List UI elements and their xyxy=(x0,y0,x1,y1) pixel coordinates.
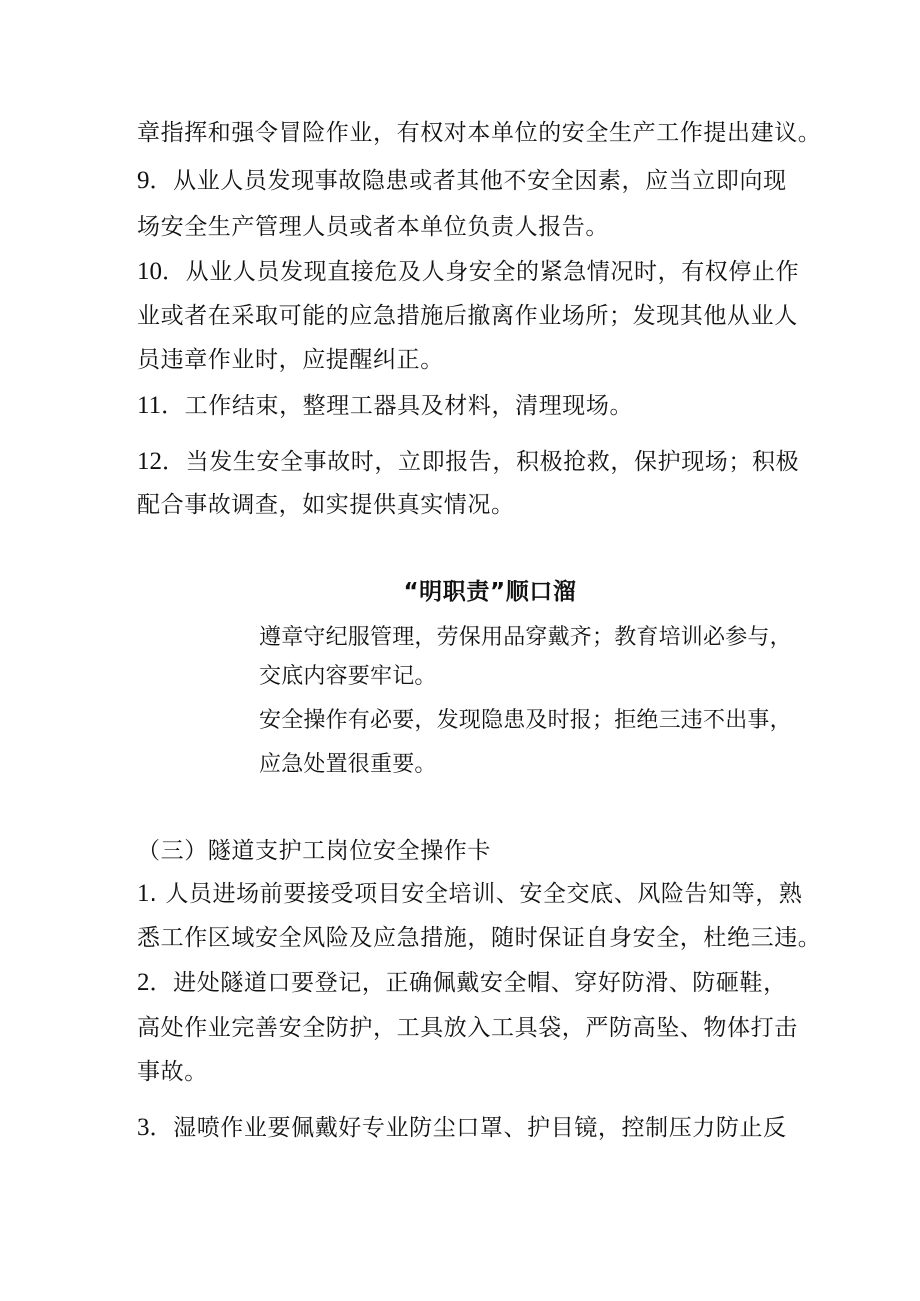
item-text: ．湿喷作业要佩戴好专业防尘口罩、护目镜，控制压力防止反 xyxy=(149,1115,787,1141)
item-number: 1 xyxy=(137,880,150,907)
poem-line: 应急处置很重要。 xyxy=(259,752,437,777)
item-text: ．从业人员发现事故隐患或者其他不安全因素，应当立即向现 xyxy=(149,168,787,194)
text-line: 悉工作区域安全风险及应急措施，随时保证自身安全，杜绝三违。 xyxy=(137,925,822,951)
item-number: 3 xyxy=(137,1114,150,1141)
item-number: 9 xyxy=(137,167,150,194)
numbered-item-2 xyxy=(137,968,787,998)
text-line: 场安全生产管理人员或者本单位负责人报告。 xyxy=(137,214,609,240)
numbered-item-9 xyxy=(137,166,787,196)
poem-line: 遵章守纪服管理，劳保用品穿戴齐；教育培训必参与， xyxy=(259,625,792,650)
numbered-item-10 xyxy=(137,257,799,287)
text-line: 配合事故调查，如实提供真实情况。 xyxy=(137,492,515,518)
item-text: ．工作结束，整理工器具及材料，清理现场。 xyxy=(161,393,634,419)
numbered-item-12 xyxy=(137,447,799,477)
item-number: 10 xyxy=(137,258,162,285)
item-text: . 人员进场前要接受项目安全培训、安全交底、风险告知等，熟 xyxy=(149,881,803,907)
numbered-item-1 xyxy=(137,879,803,909)
text-line: 章指挥和强令冒险作业，有权对本单位的安全生产工作提出建议。 xyxy=(137,120,822,146)
poem-line: 安全操作有必要，发现隐患及时报；拒绝三违不出事， xyxy=(259,708,792,733)
text-line: 员违章作业时，应提醒纠正。 xyxy=(137,347,444,373)
item-text: ．当发生安全事故时，立即报告，积极抢救，保护现场；积极 xyxy=(162,449,800,475)
text-line: 高处作业完善安全防护，工具放入工具袋，严防高坠、物体打击 xyxy=(137,1015,798,1041)
item-number: 2 xyxy=(137,969,150,996)
item-text: ．从业人员发现直接危及人身安全的紧急情况时，有权停止作 xyxy=(162,259,800,285)
poem-line: 交底内容要牢记。 xyxy=(259,664,437,689)
item-number: 11 xyxy=(137,392,162,419)
numbered-item-11 xyxy=(137,391,633,421)
numbered-item-3 xyxy=(137,1113,787,1143)
text-line: 事故。 xyxy=(137,1059,208,1085)
section-heading: （三）隧道支护工岗位安全操作卡 xyxy=(137,838,491,864)
item-number: 12 xyxy=(137,448,162,475)
poem-title: “明职责”顺口溜 xyxy=(403,579,577,605)
text-line: 业或者在采取可能的应急措施后撤离作业场所；发现其他从业人 xyxy=(137,303,798,329)
item-text: ．进处隧道口要登记，正确佩戴安全帽、穿好防滑、防砸鞋， xyxy=(149,970,787,996)
